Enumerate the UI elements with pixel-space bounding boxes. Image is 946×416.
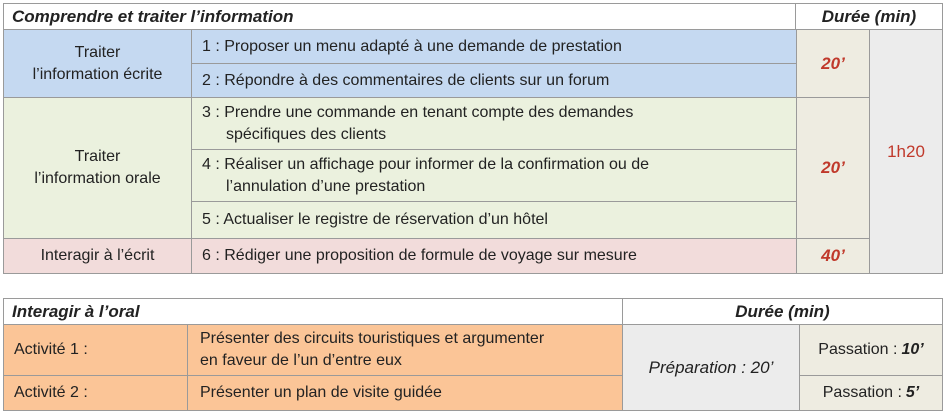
activity-2-label: Activité 2 : xyxy=(3,375,188,411)
preparation-duration: Préparation : 20’ xyxy=(622,324,800,411)
task-text-continuation: spécifiques des clients xyxy=(226,125,387,143)
task-text: 2 : Répondre à des commentaires de clients sur un forum xyxy=(202,71,610,89)
task-6 xyxy=(191,238,797,274)
group-label-line: Traiter xyxy=(74,148,121,165)
group-label-line: Interagir à l’écrit xyxy=(40,247,155,264)
passation-label: Passation : xyxy=(818,341,898,358)
duration-group-2: 20’ xyxy=(796,97,870,239)
task-4 xyxy=(191,149,797,202)
task-5 xyxy=(191,201,797,239)
total-duration: 1h20 xyxy=(869,29,943,274)
passation-label: Passation : xyxy=(822,384,902,401)
task-1 xyxy=(191,29,797,64)
activity-1-description xyxy=(187,324,623,376)
activity-2-description xyxy=(187,375,623,411)
task-text: 5 : Actualiser le registre de réservation d’un hôtel xyxy=(202,211,548,228)
duration-group-3: 40’ xyxy=(796,238,870,274)
task-text: 4 : Réaliser un affichage pour informer de la confirmation ou de xyxy=(202,155,650,173)
passation-activity-2 xyxy=(799,375,943,411)
passation-value: 10’ xyxy=(901,341,924,358)
task-2 xyxy=(191,63,797,98)
passation-activity-1 xyxy=(799,324,943,376)
group-label-line: Traiter xyxy=(74,43,121,61)
table2-title: Interagir à l’oral xyxy=(3,298,623,325)
duration-group-1: 20’ xyxy=(796,29,870,98)
table1-duration-header: Durée (min) xyxy=(795,3,943,30)
task-text-continuation: l’annulation d’une prestation xyxy=(226,177,426,195)
task-text: 6 : Rédiger une proposition de formule de voyage sur mesure xyxy=(202,247,637,264)
activity-desc-line: en faveur de l’un d’entre eux xyxy=(200,352,402,369)
group-label-interact-written xyxy=(3,238,192,274)
task-text: 3 : Prendre une commande en tenant compte des demandes xyxy=(202,103,634,121)
activity-desc-line: Présenter un plan de visite guidée xyxy=(200,384,442,401)
activity-desc-line: Présenter des circuits touristiques et argumenter xyxy=(200,330,545,347)
activity-1-label: Activité 1 : xyxy=(3,324,188,376)
group-label-oral xyxy=(3,97,192,239)
task-text: 1 : Proposer un menu adapté à une demande de prestation xyxy=(202,37,622,55)
passation-value: 5’ xyxy=(905,384,920,401)
task-3 xyxy=(191,97,797,150)
group-label-written xyxy=(3,29,192,98)
table1-title: Comprendre et traiter l’information xyxy=(3,3,796,30)
group-label-line: l’information orale xyxy=(34,170,161,187)
group-label-line: l’information écrite xyxy=(32,65,163,83)
table2-duration-header: Durée (min) xyxy=(622,298,943,325)
